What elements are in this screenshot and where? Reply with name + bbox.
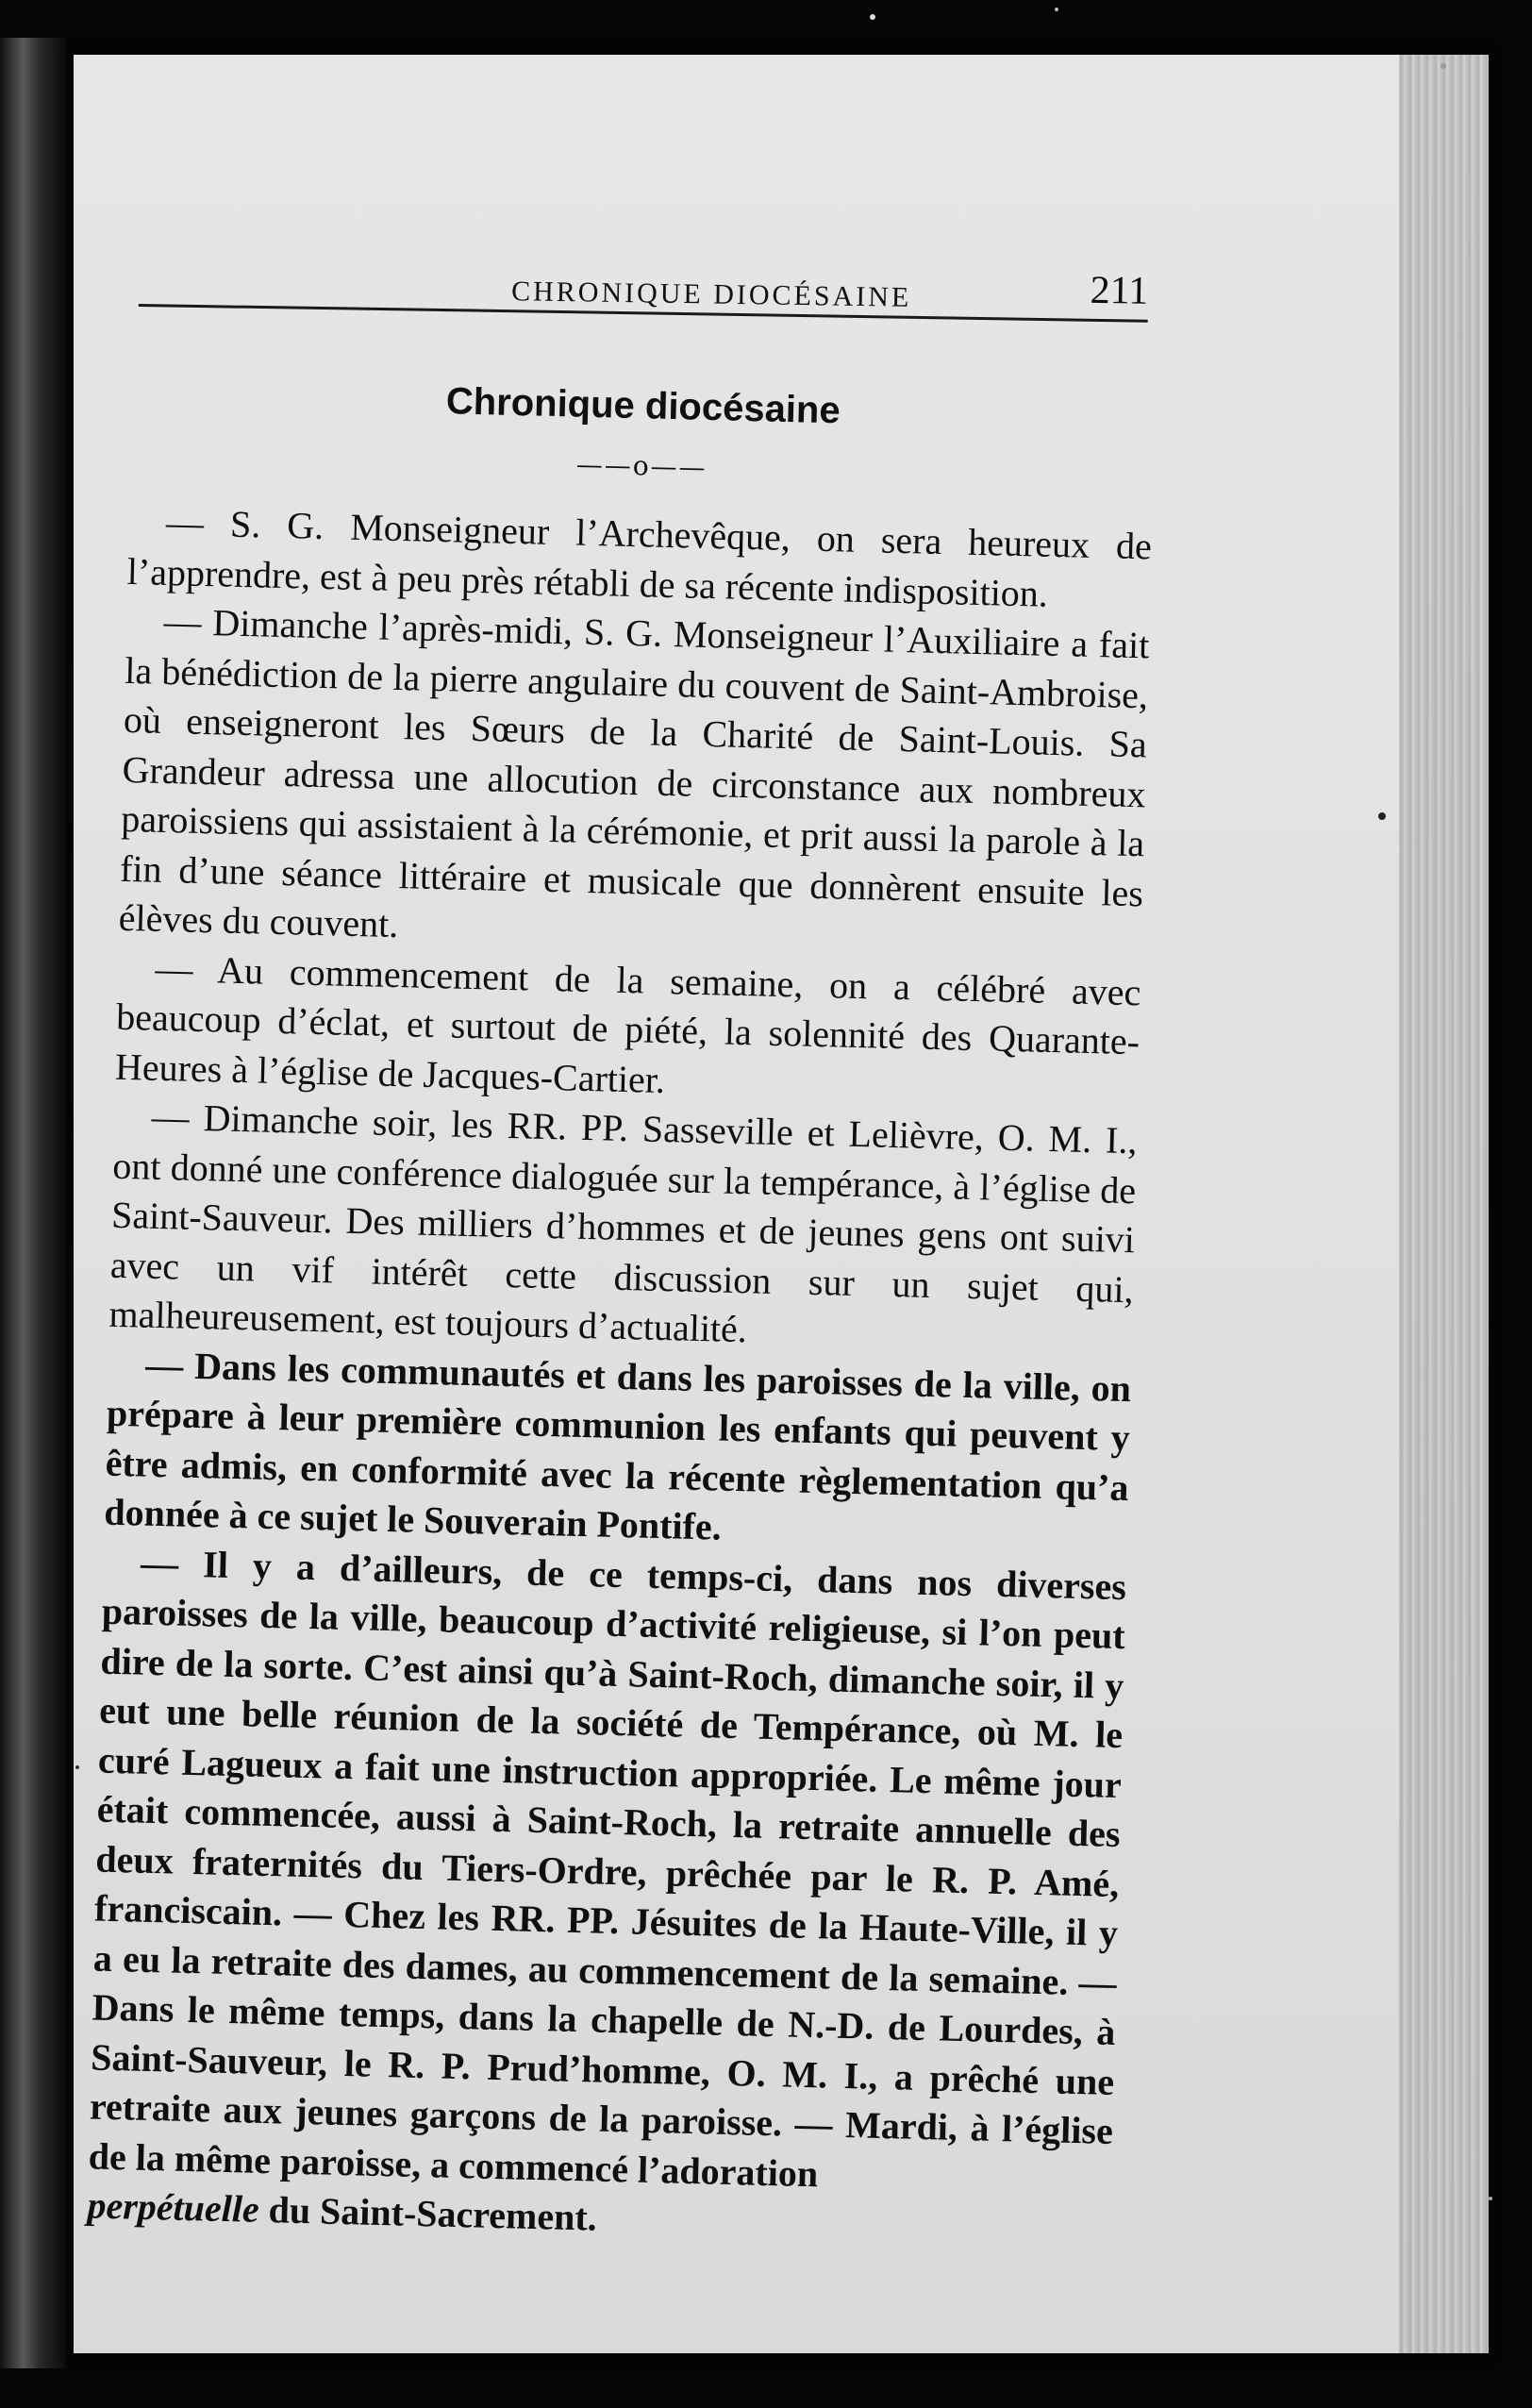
paragraph: — S. G. Monseigneur l’Archevêque, on sera heureux de l’apprendre, est à peu près rétabli de sa récente indisposition. xyxy=(126,500,1153,615)
paragraph: — Dimanche l’après-midi, S. G. Monseigneur l’Auxiliaire a fait la bénédiction de la pierre angulaire du couvent de Saint-Ambroise, où enseigneront les Sœurs de la Charité de Saint-Louis. Sa Grandeur adressa une allocution de circonstance aux nombreux paroissiens qui assistaient à la cérémonie, et prit aussi la parole à la fin d’une séance littéraire et musicale que donnèrent ensuite les élèves du couvent. xyxy=(118,599,1150,946)
paragraph: — Il y a d’ailleurs, de ce temps-ci, dans nos diverses paroisses de la ville, beaucoup d’activité religieuse, si l’on peut dire de la sorte. C’est ainsi qu’à Saint-Roch, dimanche soir, il y eut une belle réunion de la société de Tempérance, où M. le curé Lagueux a fait une instruction appropriée. Le même jour était commencée, aussi à Saint-Roch, la retraite annuelle des deux fraternités du Tiers-Ordre, prêchée par le R. P. Amé, franciscain. — Chez les RR. PP. Jésuites de la Haute-Ville, il y a eu la retraite des dames, au commencement de la semaine. — Dans le même temps, dans la chapelle de N.-D. de Lourdes, à Saint-Sauveur, le R. P. Prud’homme, O. M. I., a prêché une retraite aux jeunes garçons de la paroisse. — Mardi, à l’église de la même paroisse, a commencé l’adoration xyxy=(88,1541,1127,2195)
paragraph: — Dans les communautés et dans les paroisses de la ville, on prépare à leur première communion les enfants qui peuvent y être admis, en conformité avec la récente règlementation qu’a donnée à ce sujet le Souverain Pontife. xyxy=(103,1343,1132,1548)
page-number: 211 xyxy=(1090,268,1149,313)
paragraph: — Dimanche soir, les RR. PP. Sasseville et Lelièvre, O. M. I., ont donné une conférence dialoguée sur la tempérance, à l’église de Saint-Sauveur. Des milliers d’hommes et de jeunes gens ont suivi avec un vif intérêt cette discussion sur un sujet qui, malheureusement, est toujours d’actualité. xyxy=(108,1095,1138,1351)
last-line-text: du Saint-Sacrement. xyxy=(258,2187,598,2239)
italic-word: perpétuelle xyxy=(86,2183,260,2231)
paragraph: — Au commencement de la semaine, on a célébré avec beaucoup d’éclat, et surtout de piété, la solennité des Quarante-Heures à l’église de Jacques-Cartier. xyxy=(114,946,1141,1101)
running-head: CHRONIQUE DIOCÉSAINE xyxy=(510,276,912,313)
title-ornament: ——o—— xyxy=(575,448,708,483)
section-title: Chronique diocésaine xyxy=(445,380,841,432)
